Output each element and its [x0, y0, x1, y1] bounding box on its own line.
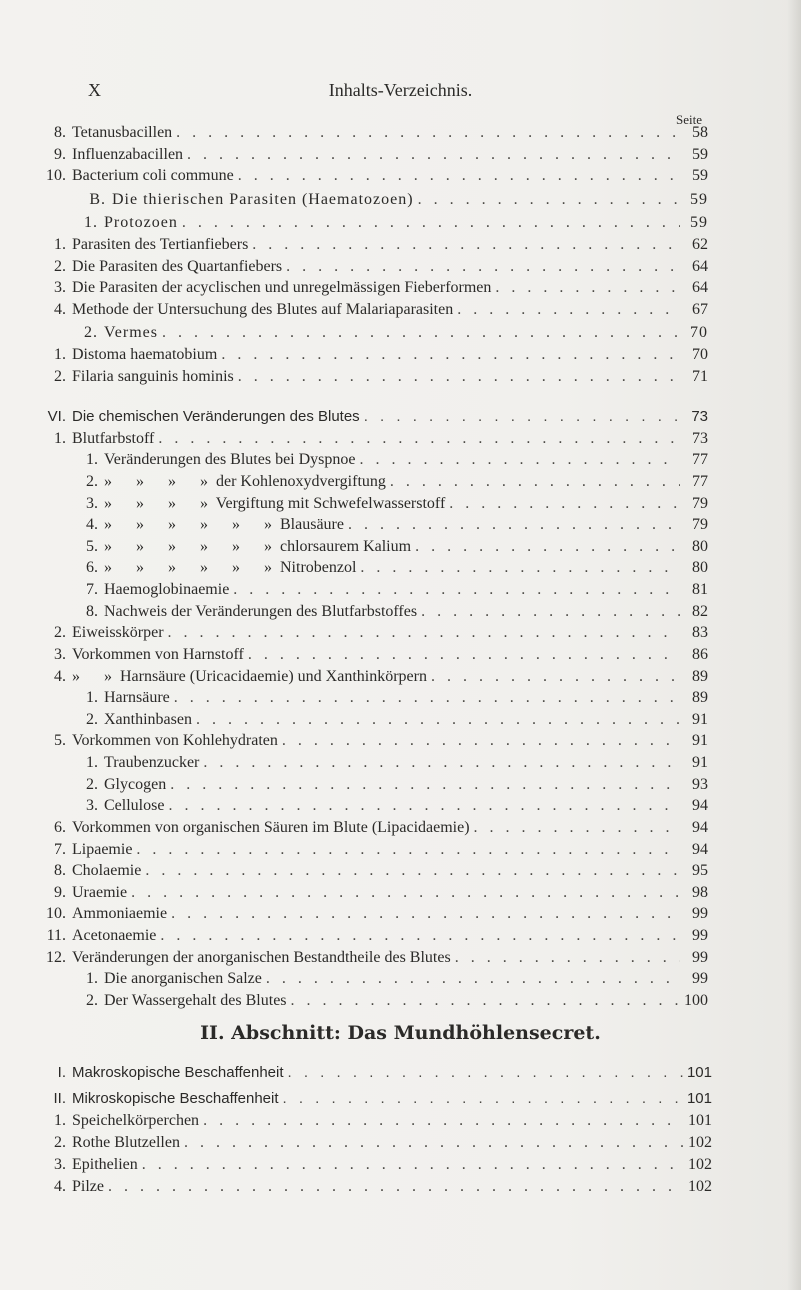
entry-page-number: 80 — [692, 559, 708, 576]
entry-number: 1. — [86, 689, 98, 706]
entry-title: Pilze — [72, 1178, 104, 1195]
entry-number: 1. — [54, 346, 66, 363]
entry-title: Der Wassergehalt des Blutes — [104, 992, 287, 1009]
entry-page-number: 81 — [692, 581, 708, 598]
entry-number: 1. — [86, 451, 98, 468]
entry-page-number: 94 — [692, 819, 708, 836]
entry-page-number: 79 — [692, 495, 708, 512]
toc-entry — [40, 406, 708, 428]
entry-page-number: 99 — [692, 905, 708, 922]
entry-title: » » Harnsäure (Uricacidaemie) und Xanthinkörpern — [72, 668, 427, 685]
entry-number: 2. — [86, 992, 98, 1009]
entry-title: » » » » » » chlorsaurem Kalium — [104, 538, 412, 555]
entry-number: VI. — [47, 408, 66, 425]
entry-title: Traubenzucker — [104, 754, 200, 771]
entry-title: Die thierischen Parasiten (Haematozoen) — [112, 191, 414, 208]
dot-leader — [291, 990, 680, 1012]
dot-leader — [360, 557, 680, 579]
entry-number: 5. — [86, 538, 98, 555]
entry-number: 4. — [54, 668, 66, 685]
entry-page-number: 101 — [686, 1090, 712, 1107]
toc-entry — [40, 322, 708, 344]
dot-leader — [282, 730, 680, 752]
section-entry — [40, 1062, 712, 1084]
entry-page-number: 59 — [690, 191, 708, 208]
section-entry — [40, 1132, 712, 1154]
toc-entry — [40, 122, 708, 144]
entry-number: 2. — [86, 473, 98, 490]
dot-leader — [457, 299, 680, 321]
entry-title: » » » » der Kohlenoxydvergiftung — [104, 473, 386, 490]
entry-number: 3. — [86, 495, 98, 512]
toc-entry — [40, 471, 708, 493]
toc-entry — [40, 990, 708, 1012]
entry-title: Vorkommen von organischen Säuren im Blute (Lipacidaemie) — [72, 819, 470, 836]
entry-title: Vermes — [104, 324, 158, 341]
entry-number: 1. — [54, 1112, 66, 1129]
dot-leader — [252, 234, 680, 256]
entry-number: 2. — [54, 258, 66, 275]
toc-entry — [40, 493, 708, 515]
entry-page-number: 79 — [692, 516, 708, 533]
toc-entry — [40, 449, 708, 471]
entry-title: » » » » » » Nitrobenzol — [104, 559, 357, 576]
entry-page-number: 91 — [692, 711, 708, 728]
entry-page-number: 71 — [692, 368, 708, 385]
entry-page-number: 99 — [692, 949, 708, 966]
entry-title: Influenzabacillen — [72, 146, 184, 163]
toc-entry — [40, 189, 708, 211]
toc-entry — [40, 947, 708, 969]
entry-page-number: 89 — [692, 668, 708, 685]
entry-title: Glycogen — [104, 776, 167, 793]
entry-title: Vorkommen von Harnstoff — [72, 646, 244, 663]
section-entry — [40, 1176, 712, 1198]
entry-number: 4. — [54, 301, 66, 318]
entry-page-number: 100 — [684, 992, 708, 1009]
dot-leader — [108, 1176, 684, 1198]
entry-page-number: 64 — [692, 258, 708, 275]
dot-leader — [168, 622, 680, 644]
entry-number: B. — [89, 191, 106, 208]
entry-number: 2. — [86, 711, 98, 728]
toc-entry — [40, 774, 708, 796]
dot-leader — [145, 860, 680, 882]
entry-title: Die anorganischen Salze — [104, 970, 262, 987]
entry-title: Blutfarbstoff — [72, 430, 155, 447]
dot-leader — [221, 344, 680, 366]
dot-leader — [142, 1154, 684, 1176]
entry-page-number: 94 — [692, 841, 708, 858]
entry-title: Methode der Untersuchung des Blutes auf Malariaparasiten — [72, 301, 454, 318]
dot-leader — [390, 471, 680, 493]
entry-number: 3. — [54, 1156, 66, 1173]
toc-entry — [40, 903, 708, 925]
entry-title: Bacterium coli commune — [72, 167, 234, 184]
toc-entry — [40, 817, 708, 839]
entry-page-number: 99 — [692, 970, 708, 987]
entry-title: » » » » » » Blausäure — [104, 516, 344, 533]
entry-number: II. — [53, 1090, 66, 1107]
dot-leader — [162, 322, 680, 344]
entry-number: 1. — [86, 754, 98, 771]
dot-leader — [418, 189, 680, 211]
entry-number: 8. — [86, 603, 98, 620]
entry-number: 1. — [54, 236, 66, 253]
entry-title: Tetanusbacillen — [72, 124, 173, 141]
entry-page-number: 70 — [690, 324, 708, 341]
dot-leader — [184, 1132, 684, 1154]
entry-page-number: 86 — [692, 646, 708, 663]
toc-entry — [40, 709, 708, 731]
entry-title: Speichelkörperchen — [72, 1112, 200, 1129]
entry-title: Distoma haematobium — [72, 346, 218, 363]
entry-number: 8. — [54, 124, 66, 141]
toc-entry — [40, 752, 708, 774]
entry-title: Lipaemie — [72, 841, 133, 858]
page-column-label: Seite — [676, 112, 702, 127]
dot-leader — [360, 449, 681, 471]
entry-page-number: 94 — [692, 797, 708, 814]
entry-page-number: 102 — [688, 1134, 712, 1151]
dot-leader — [455, 947, 680, 969]
entry-title: Veränderungen der anorganischen Bestandtheile des Blutes — [72, 949, 451, 966]
entry-number: I. — [57, 1064, 66, 1081]
entry-number: 3. — [54, 646, 66, 663]
entry-page-number: 59 — [692, 146, 708, 163]
entry-number: 5. — [54, 732, 66, 749]
entry-number: 2. — [54, 368, 66, 385]
dot-leader — [238, 366, 680, 388]
entry-title: Protozoen — [104, 214, 178, 231]
entry-number: 2. — [86, 776, 98, 793]
toc-entry — [40, 536, 708, 558]
page-title: Inhalts-Verzeichnis. — [328, 80, 473, 100]
entry-title: Epithelien — [72, 1156, 138, 1173]
toc-entry — [40, 514, 708, 536]
entry-page-number: 64 — [692, 279, 708, 296]
dot-leader — [160, 925, 680, 947]
dot-leader — [421, 601, 680, 623]
dot-leader — [474, 817, 680, 839]
section-entry — [40, 1088, 712, 1110]
entry-number: 12. — [46, 949, 66, 966]
dot-leader — [238, 165, 680, 187]
dot-leader — [266, 968, 680, 990]
entry-number: 11. — [46, 927, 66, 944]
entry-title: Filaria sanguinis hominis — [72, 368, 234, 385]
entry-page-number: 98 — [692, 884, 708, 901]
entry-page-number: 80 — [692, 538, 708, 555]
toc-entry — [40, 687, 708, 709]
entry-title: Makroskopische Beschaffenheit — [72, 1064, 284, 1081]
entry-title: Cellulose — [104, 797, 165, 814]
toc-entry — [40, 234, 708, 256]
entry-title: Eiweisskörper — [72, 624, 164, 641]
entry-title: Acetonaemie — [72, 927, 157, 944]
section-heading — [0, 1022, 801, 1044]
entry-title: Parasiten des Tertianfiebers — [72, 236, 249, 253]
entry-number: 1. — [84, 214, 98, 231]
entry-page-number: 99 — [692, 927, 708, 944]
dot-leader — [187, 144, 680, 166]
entry-number: 7. — [86, 581, 98, 598]
entry-title: Die Parasiten der acyclischen und unregelmässigen Fieberformen — [72, 279, 492, 296]
entry-number: 2. — [54, 1134, 66, 1151]
entry-page-number: 102 — [688, 1156, 712, 1173]
entry-page-number: 93 — [692, 776, 708, 793]
dot-leader — [288, 1062, 683, 1084]
entry-page-number: 77 — [692, 451, 708, 468]
entry-number: 3. — [54, 279, 66, 296]
toc-entry — [40, 212, 708, 234]
entry-title: Harnsäure — [104, 689, 170, 706]
entry-number: 8. — [54, 862, 66, 879]
entry-page-number: 67 — [692, 301, 708, 318]
toc-entry — [40, 968, 708, 990]
dot-leader — [233, 579, 680, 601]
toc-entry — [40, 366, 708, 388]
dot-leader — [170, 774, 680, 796]
dot-leader — [431, 666, 680, 688]
dot-leader — [449, 493, 680, 515]
entry-number: 1. — [86, 970, 98, 987]
dot-leader — [196, 709, 680, 731]
toc-entry — [40, 730, 708, 752]
page-header — [0, 80, 801, 104]
toc-entry — [40, 622, 708, 644]
dot-leader — [248, 644, 680, 666]
dot-leader — [176, 122, 680, 144]
dot-leader — [364, 406, 680, 428]
dot-leader — [158, 428, 680, 450]
dot-leader — [131, 882, 680, 904]
entry-title: Ammoniaemie — [72, 905, 168, 922]
entry-number: 9. — [54, 146, 66, 163]
toc-entry — [40, 557, 708, 579]
entry-number: 10. — [46, 167, 66, 184]
page-edge-shadow — [787, 0, 801, 1290]
entry-page-number: 82 — [692, 603, 708, 620]
dot-leader — [174, 687, 680, 709]
entry-title: Cholaemie — [72, 862, 142, 879]
dot-leader — [348, 514, 680, 536]
entry-page-number: 77 — [692, 473, 708, 490]
section-prefix: II. Abschnitt: — [200, 1022, 341, 1044]
dot-leader — [203, 1110, 684, 1132]
toc-entry — [40, 428, 708, 450]
dot-leader — [203, 752, 680, 774]
entry-number: 3. — [86, 797, 98, 814]
entry-number: 2. — [54, 624, 66, 641]
entry-page-number: 62 — [692, 236, 708, 253]
toc-entry — [40, 344, 708, 366]
entry-page-number: 59 — [692, 167, 708, 184]
entry-title: Uraemie — [72, 884, 128, 901]
dot-leader — [286, 256, 680, 278]
dot-leader — [415, 536, 680, 558]
toc-entry — [40, 666, 708, 688]
page-number-roman: X — [88, 80, 101, 100]
section-entry — [40, 1110, 712, 1132]
entry-page-number: 101 — [686, 1064, 712, 1081]
entry-title: Xanthinbasen — [104, 711, 192, 728]
entry-title: Nachweis der Veränderungen des Blutfarbstoffes — [104, 603, 418, 620]
dot-leader — [171, 903, 680, 925]
entry-number: 4. — [86, 516, 98, 533]
dot-leader — [182, 212, 680, 234]
toc-entry — [40, 925, 708, 947]
entry-title: Die Parasiten des Quartanfiebers — [72, 258, 283, 275]
toc-entry — [40, 579, 708, 601]
entry-number: 6. — [54, 819, 66, 836]
entry-number: 4. — [54, 1178, 66, 1195]
entry-number: 2. — [84, 324, 98, 341]
entry-title: Mikroskopische Beschaffenheit — [72, 1090, 279, 1107]
entry-page-number: 59 — [690, 214, 708, 231]
entry-title: Rothe Blutzellen — [72, 1134, 180, 1151]
entry-page-number: 58 — [692, 124, 708, 141]
toc-entry — [40, 277, 708, 299]
dot-leader — [136, 839, 680, 861]
entry-page-number: 91 — [692, 754, 708, 771]
dot-leader — [283, 1088, 683, 1110]
entry-title: Die chemischen Veränderungen des Blutes — [72, 408, 360, 425]
section-title: Das Mundhöhlensecret. — [347, 1022, 601, 1044]
toc-entry — [40, 860, 708, 882]
entry-page-number: 95 — [692, 862, 708, 879]
toc-entry — [40, 882, 708, 904]
entry-page-number: 102 — [688, 1178, 712, 1195]
entry-number: 10. — [46, 905, 66, 922]
entry-page-number: 101 — [688, 1112, 712, 1129]
toc-entry — [40, 644, 708, 666]
entry-page-number: 73 — [692, 430, 708, 447]
entry-title: Haemoglobinaemie — [104, 581, 230, 598]
dot-leader — [495, 277, 680, 299]
entry-page-number: 91 — [692, 732, 708, 749]
entry-number: 9. — [54, 884, 66, 901]
entry-page-number: 73 — [691, 408, 708, 425]
toc-entry — [40, 299, 708, 321]
dot-leader — [168, 795, 680, 817]
toc-entry — [40, 839, 708, 861]
toc-entry — [40, 795, 708, 817]
entry-title: Veränderungen des Blutes bei Dyspnoe — [104, 451, 356, 468]
toc-entry — [40, 256, 708, 278]
toc-entry — [40, 144, 708, 166]
entry-number: 6. — [86, 559, 98, 576]
entry-title: » » » » Vergiftung mit Schwefelwasserstoff — [104, 495, 446, 512]
toc-entry — [40, 601, 708, 623]
toc-entry — [40, 165, 708, 187]
entry-page-number: 83 — [692, 624, 708, 641]
entry-page-number: 70 — [692, 346, 708, 363]
entry-number: 1. — [54, 430, 66, 447]
entry-number: 7. — [54, 841, 66, 858]
section-entry — [40, 1154, 712, 1176]
entry-title: Vorkommen von Kohlehydraten — [72, 732, 278, 749]
entry-page-number: 89 — [692, 689, 708, 706]
